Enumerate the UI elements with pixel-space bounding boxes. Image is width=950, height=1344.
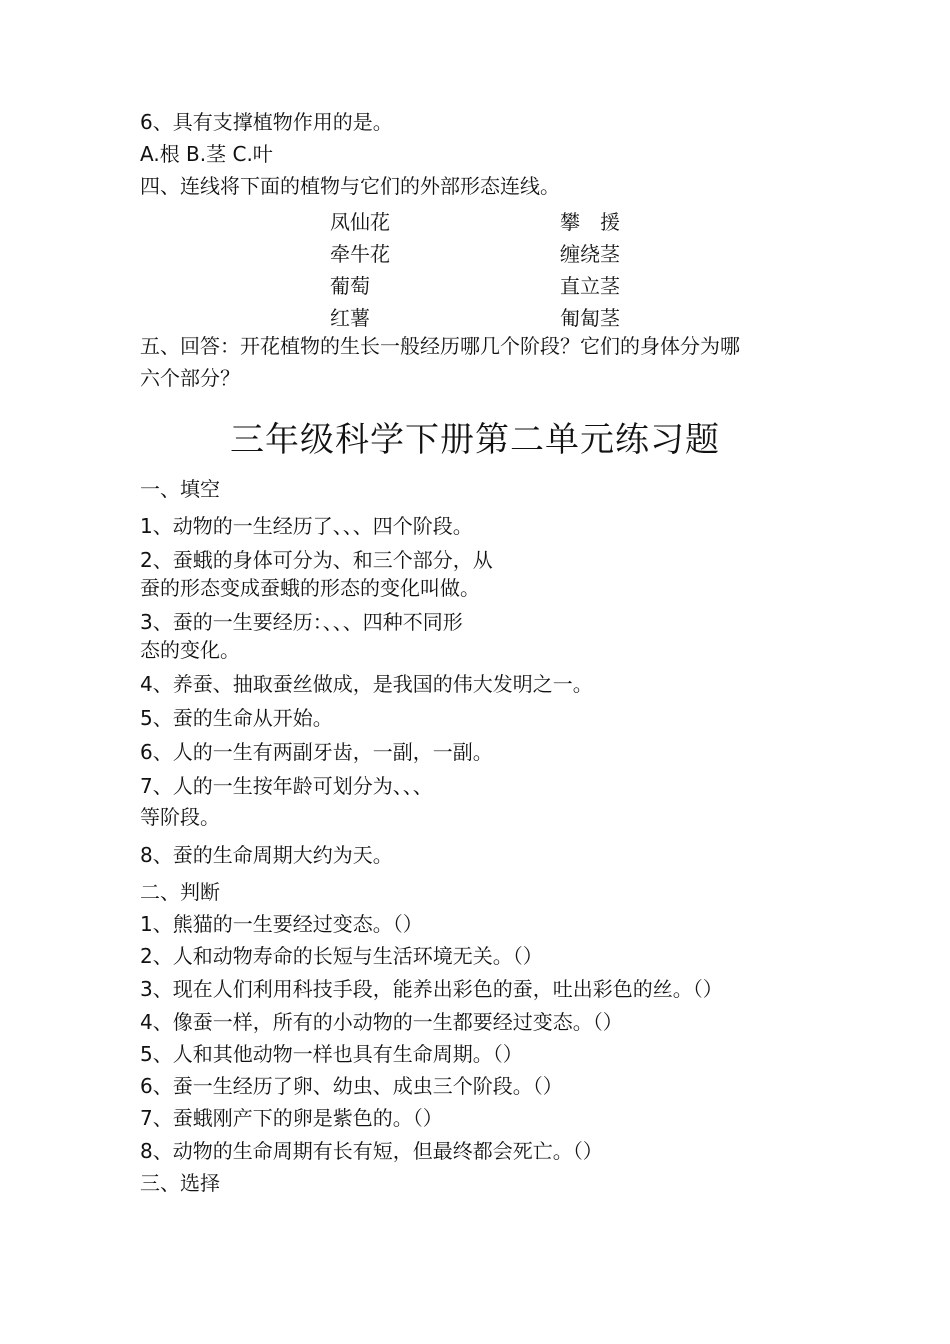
matching-left-item: 牵牛花: [330, 242, 390, 266]
matching-left-item: 凤仙花: [330, 210, 390, 234]
question-6-options: A.根 B.茎 C.叶: [140, 142, 273, 166]
choice-heading: 三、选择: [140, 1171, 220, 1195]
part-4-heading: 四、连线将下面的植物与它们的外部形态连线。: [140, 174, 560, 198]
fill-question-4: 4、养蚕、抽取蚕丝做成，是我国的伟大发明之一。: [140, 672, 593, 696]
judge-item-7: 7、蚕蛾刚产下的卵是紫色的。（）: [140, 1106, 443, 1130]
fill-question-5: 5、蚕的生命从开始。: [140, 706, 333, 730]
fill-question-2-line-1: 2、蚕蛾的身体可分为、和三个部分，从: [140, 548, 493, 572]
question-6: 6、具有支撑植物作用的是。: [140, 110, 393, 134]
fill-question-8: 8、蚕的生命周期大约为天。: [140, 843, 393, 867]
judge-item-4: 4、像蚕一样，所有的小动物的一生都要经过变态。（）: [140, 1010, 623, 1034]
part-5-line-2: 六个部分？: [140, 366, 240, 390]
fill-question-2-line-2: 蚕的形态变成蚕蛾的形态的变化叫做。: [140, 576, 480, 600]
document-title: 三年级科学下册第二单元练习题: [230, 420, 720, 460]
judge-heading: 二、判断: [140, 880, 220, 904]
part-5-line-1: 五、回答：开花植物的生长一般经历哪几个阶段？它们的身体分为哪: [140, 334, 740, 358]
judge-item-2: 2、人和动物寿命的长短与生活环境无关。（）: [140, 944, 543, 968]
fill-question-3-line-2: 态的变化。: [140, 638, 240, 662]
fill-question-1: 1、动物的一生经历了、、、四个阶段。: [140, 514, 473, 538]
judge-item-1: 1、熊猫的一生要经过变态。（）: [140, 912, 423, 936]
matching-left-item: 红薯: [330, 306, 370, 330]
judge-item-6: 6、蚕一生经历了卵、幼虫、成虫三个阶段。（）: [140, 1074, 563, 1098]
fill-heading: 一、填空: [140, 477, 220, 501]
matching-right-item: 缠绕茎: [560, 242, 620, 266]
fill-question-7-line-1: 7、人的一生按年龄可划分为、、、: [140, 774, 433, 798]
judge-item-5: 5、人和其他动物一样也具有生命周期。（）: [140, 1042, 523, 1066]
matching-right-item: 攀 援: [560, 210, 620, 234]
fill-question-3-line-1: 3、蚕的一生要经历：、、、四种不同形: [140, 610, 463, 634]
fill-question-6: 6、人的一生有两副牙齿，一副，一副。: [140, 740, 493, 764]
judge-item-8: 8、动物的生命周期有长有短，但最终都会死亡。（）: [140, 1139, 603, 1163]
matching-right-item: 匍匐茎: [560, 306, 620, 330]
matching-left-item: 葡萄: [330, 274, 370, 298]
fill-question-7-line-2: 等阶段。: [140, 805, 220, 829]
judge-item-3: 3、现在人们利用科技手段，能养出彩色的蚕，吐出彩色的丝。（）: [140, 977, 723, 1001]
matching-right-item: 直立茎: [560, 274, 620, 298]
